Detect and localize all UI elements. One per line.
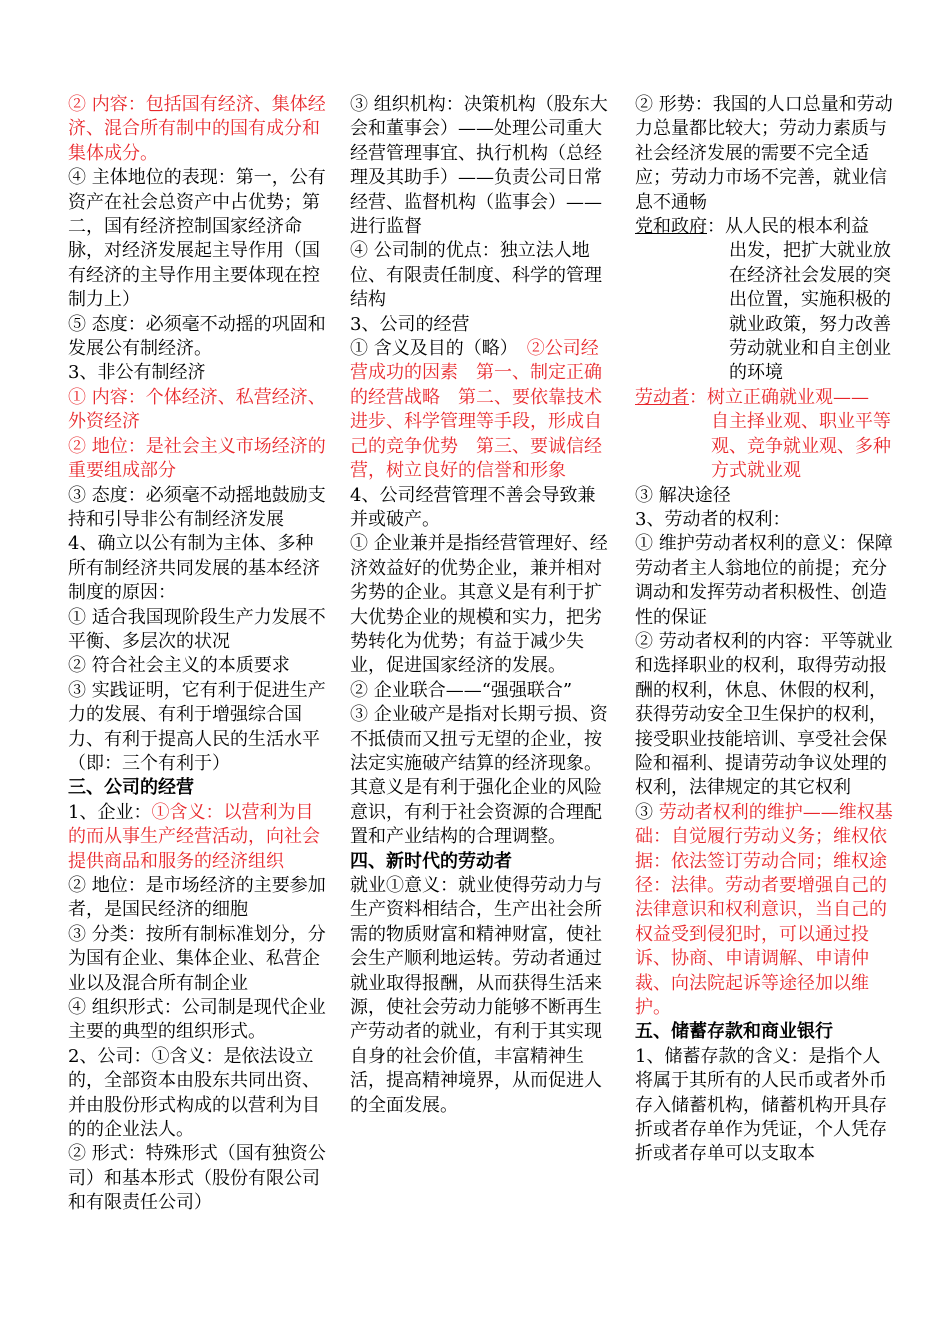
paragraph: ⑤ 态度：必须毫不动摇的巩固和发展公有制经济。 (68, 313, 326, 360)
paragraph: 2、公司：①含义：是依法设立的，全部资本由股东共同出资、并由股份形式构成的以营利为目的的企业法人。 (68, 1045, 320, 1141)
paragraph: ② 地位：是市场经济的主要参加者，是国民经济的细胞 (68, 875, 326, 921)
paragraph (635, 801, 897, 1021)
paragraph-lead: 1、企业： (68, 801, 152, 823)
paragraph: ① 内容：个体经济、私营经济、外资经济 (68, 386, 326, 433)
paragraph-lead: ① 含义及目的（略） (350, 338, 509, 360)
paragraph: ② 符合社会主义的本质要求 (68, 655, 290, 677)
paragraph: ② 形势：我国的人口总量和劳动力总量都比较大；劳动力素质与社会经济发展的需要不完全适应；劳动力市场不完善，就业信息不通畅 (635, 94, 893, 213)
paragraph: ② 企业联合——“强强联合” (350, 679, 573, 701)
paragraph-highlight: ②公司经营成功的因素 第一、制定正确的经营战略 第二、要依靠技术进步、科学管理等手段，形成自己的竞争优势 第三、要诚信经营，树立良好的信誉和形象 (350, 338, 602, 482)
paragraph: ③ 组织机构：决策机构（股东大会和董事会）——处理公司重大经营管理事宜、执行机构（总经理及其助手）——负责公司日常经营、监督机构（监事会）——进行监督 (350, 94, 608, 238)
column-middle (350, 93, 612, 1118)
paragraph-highlight: ①含义：以营利为目的而从事生产经营活动，向社会提供商品和服务的经济组织 (68, 801, 320, 872)
paragraph: 1、储蓄存款的含义：是指个人将属于其所有的人民币或者外币存入储蓄机构，储蓄机构开具存折或者存单作为凭证，个人凭存折或者存单可以支取本 (635, 1045, 887, 1165)
paragraph: 3、公司的经营 (350, 313, 470, 335)
paragraph (350, 337, 612, 483)
section-heading: 五、储蓄存款和商业银行 (635, 1021, 833, 1043)
paragraph: 4、公司经营管理不善会导致兼并或破产。 (350, 484, 596, 530)
party-government-label: 党和政府 (635, 216, 707, 238)
paragraph: ② 形式：特殊形式（国有独资公司）和基本形式（股份有限公司和有限责任公司） (68, 1143, 326, 1214)
paragraph: ③ 企业破产是指对长期亏损、资不抵债而又扭亏无望的企业，按法定实施破产结算的经济现象。其意义是有利于强化企业的风险意识，有利于社会资源的合理配置和产业结构的合理调整。 (350, 704, 608, 848)
paragraph (635, 386, 897, 410)
paragraph: ① 适合我国现阶段生产力发展不平衡、多层次的状况 (68, 606, 326, 652)
paragraph: 4、确立以公有制为主体、多种所有制经济共同发展的基本经济制度的原因： (68, 533, 320, 604)
paragraph: ④ 组织形式：公司制是现代企业主要的典型的组织形式。 (68, 997, 326, 1043)
colon: ： (689, 386, 707, 408)
paragraph: ③ 解决途径 (635, 484, 731, 506)
paragraph: ① 维护劳动者权利的意义：保障劳动者主人翁地位的前提；充分调动和发挥劳动者积极性、创造性的保证 (635, 533, 893, 628)
paragraph: ③ 态度：必须毫不动摇地鼓励支持和引导非公有制经济发展 (68, 484, 326, 530)
worker-text-rest: 自主择业观、职业平等观、竞争就业观、多种方式就业观 (711, 411, 891, 482)
worker-text-first: 树立正确就业观—— (707, 386, 869, 408)
paragraph (68, 801, 330, 874)
paragraph-highlight: 劳动者权利的维护——维权基础：自觉履行劳动义务；维权依据：依法签订劳动合同；维权途径：法律。劳动者要增强自己的法律意识和权利意识，当自己的权益受到侵犯时，可以通过投诉、协商、申请调解、申请仲裁、向法院起诉等途径加以维护。 (635, 801, 893, 1019)
paragraph: 就业①意义：就业使得劳动力与生产资料相结合，生产出社会所需的物质财富和精神财富，使社会生产顺利地运转。劳动者通过就业取得报酬，从而获得生活来源，使社会劳动力能够不断再生产劳动者的就业，有利于其实现自身的社会价值，丰富精神生活，提高精神境界，从而促进人的全面发展。 (350, 875, 602, 1116)
paragraph: ② 劳动者权利的内容：平等就业和选择职业的权利，取得劳动报酬的权利，休息、休假的权利，获得劳动安全卫生保护的权利，接受职业技能培训、享受社会保险和福利、提请劳动争议处理的权利，法律规定的其它权利 (635, 630, 893, 799)
column-right (635, 93, 897, 1167)
paragraph-lead: ③ (635, 801, 659, 823)
paragraph: ④ 公司制的优点：独立法人地位、有限责任制度、科学的管理结构 (350, 240, 602, 311)
paragraph: 3、劳动者的权利： (635, 508, 791, 530)
worker-label: 劳动者 (635, 386, 689, 408)
party-text-first: 从人民的根本利益 (725, 216, 869, 238)
paragraph: ② 内容：包括国有经济、集体经济、混合所有制中的国有成分和集体成分。 (68, 94, 326, 164)
paragraph: ④ 主体地位的表现：第一，公有资产在社会总资产中占优势；第二，国有经济控制国家经济命脉，对经济发展起主导作用（国有经济的主导作用主要体现在控制力上） (68, 167, 326, 311)
paragraph: ② 地位：是社会主义市场经济的重要组成部分 (68, 435, 326, 482)
column-left (68, 93, 330, 1216)
paragraph: 3、非公有制经济 (68, 362, 206, 384)
paragraph (635, 215, 897, 239)
paragraph: ① 企业兼并是指经营管理好、经济效益好的优势企业，兼并相对劣势的企业。其意义是有利于扩大优势企业的规模和实力，把劣势转化为优势；有益于减少失业，促进国家经济的发展。 (350, 533, 608, 677)
section-heading: 三、公司的经营 (68, 777, 194, 799)
colon: ： (707, 216, 725, 238)
paragraph: ③ 实践证明，它有利于促进生产力的发展、有利于增强综合国力、有利于提高人民的生活水平（即：三个有利于） (68, 679, 326, 774)
paragraph: ③ 分类：按所有制标准划分，分为国有企业、集体企业、私营企业以及混合所有制企业 (68, 923, 326, 994)
party-text-rest: 出发，把扩大就业放在经济社会发展的突出位置，实施积极的就业政策，努力改善劳动就业和自主创业的环境 (729, 240, 891, 384)
section-heading: 四、新时代的劳动者 (350, 850, 512, 872)
